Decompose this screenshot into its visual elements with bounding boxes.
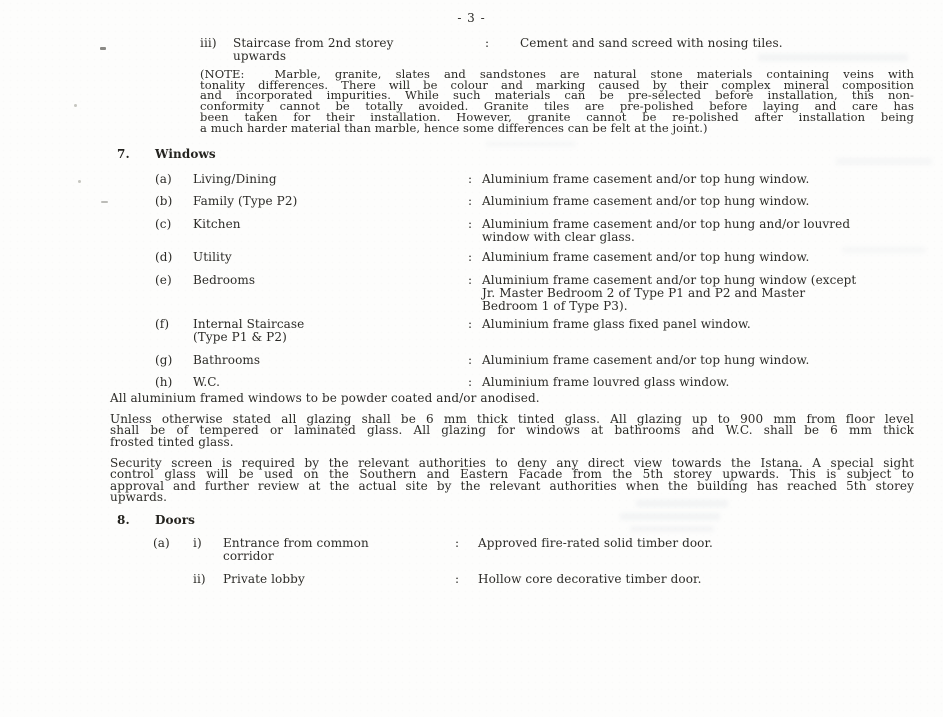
- section-title: Doors: [155, 513, 195, 527]
- row-value: Aluminium frame casement and/or top hung window (except Jr. Master Bedroom 2 of Type P1 and P2 and Master Bedroom 1 of Type P3).: [482, 273, 857, 313]
- row-value: Aluminium frame louvred glass window.: [482, 375, 730, 389]
- row-id: (a): [155, 172, 172, 186]
- note-line: been taken for their installation. However, granite cannot be re-polished after installation being: [200, 109, 914, 124]
- section-number: 7.: [117, 147, 130, 161]
- ink-speck: [100, 47, 106, 50]
- bleed-through-artifact: [620, 513, 720, 520]
- bleed-through-artifact: [836, 158, 932, 165]
- paragraph-security-screen: Security screen is required by the relevant authorities to deny any direct view towards the Istana. A special sight control glass will be used on the Southern and Eastern Facade from the 5th storey upwards. This is subject to approval and further review at the actual site by the relevant authorities when the building has reached 5th storey upwards.: [110, 456, 914, 505]
- spec-row-family: [155, 195, 923, 208]
- row-label: Living/Dining: [193, 172, 277, 186]
- row-colon: :: [455, 572, 460, 586]
- row-colon: :: [468, 217, 473, 231]
- section-title: Windows: [155, 147, 216, 161]
- spec-row-kitchen: [155, 218, 923, 244]
- bleed-through-artifact: [486, 141, 576, 147]
- row-colon: :: [468, 375, 473, 389]
- spec-row-staircase-finish: [200, 37, 920, 63]
- page-number: - 3 -: [457, 11, 486, 25]
- row-value: Aluminium frame casement and/or top hung window.: [482, 194, 810, 208]
- row-id: (c): [155, 217, 172, 231]
- section-heading-doors: [117, 514, 517, 527]
- ink-speck: [101, 201, 108, 203]
- row-colon: :: [468, 353, 473, 367]
- row-id: (b): [155, 194, 173, 208]
- windows-footnote: All aluminium framed windows to be powder coated and/or anodised.: [110, 391, 540, 405]
- row-colon: :: [468, 273, 473, 287]
- row-id: (f): [155, 317, 170, 331]
- row-label: Kitchen: [193, 217, 241, 231]
- row-value: Approved fire-rated solid timber door.: [478, 536, 713, 550]
- note-paragraph: [200, 69, 914, 133]
- spec-row-living-dining: [155, 173, 923, 186]
- note-line: and incorporated impurities. While such materials can be pre-selected before installation, this non-: [200, 88, 914, 103]
- note-line: conformity cannot be totally avoided. Granite tiles are pre-polished before laying and care has: [200, 99, 914, 114]
- row-colon: :: [485, 36, 490, 50]
- row-label: Staircase from 2nd storey upwards: [233, 36, 394, 63]
- spec-row-bedrooms: [155, 274, 923, 313]
- note-line: tonality differences. There will be colour and marking caused by their complex mineral composition: [200, 77, 914, 92]
- row-label: Utility: [193, 250, 232, 264]
- ink-speck: [78, 180, 81, 183]
- row-colon: :: [455, 536, 460, 550]
- row-label: Family (Type P2): [193, 194, 298, 208]
- row-colon: :: [468, 317, 473, 331]
- row-colon: :: [468, 172, 473, 186]
- row-colon: :: [468, 194, 473, 208]
- row-label: Bathrooms: [193, 353, 261, 367]
- row-value: Aluminium frame casement and/or top hung window.: [482, 172, 810, 186]
- row-id: (e): [155, 273, 172, 287]
- row-colon: :: [468, 250, 473, 264]
- row-id: (d): [155, 250, 173, 264]
- row-label: Bedrooms: [193, 273, 256, 287]
- row-id: [153, 573, 193, 586]
- row-value: Cement and sand screed with nosing tiles.: [520, 36, 783, 50]
- spec-row-private-lobby-door: [153, 573, 923, 586]
- row-id: iii): [200, 36, 217, 50]
- section-number: 8.: [117, 513, 130, 527]
- spec-row-wc: [155, 376, 923, 389]
- row-label: W.C.: [193, 375, 221, 389]
- row-label: Internal Staircase (Type P1 & P2): [193, 317, 305, 344]
- row-value: Aluminium frame casement and/or top hung window.: [482, 250, 810, 264]
- note-line: a much harder material than marble, hence some differences can be felt at the joint.): [200, 120, 708, 135]
- row-value: Aluminium frame casement and/or top hung and/or louvred window with clear glass.: [482, 217, 851, 244]
- row-id: (h): [155, 375, 173, 389]
- ink-speck: [74, 104, 77, 107]
- row-value: Hollow core decorative timber door.: [478, 572, 702, 586]
- row-id: (g): [155, 353, 173, 367]
- bleed-through-artifact: [630, 526, 714, 532]
- spec-row-bathrooms: [155, 354, 923, 367]
- spec-row-entrance-door: [153, 537, 923, 563]
- row-value: Aluminium frame glass fixed panel window.: [482, 317, 751, 331]
- spec-row-utility: [155, 251, 923, 264]
- section-heading-windows: [117, 148, 517, 161]
- paragraph-glazing: Unless otherwise stated all glazing shall be 6 mm thick tinted glass. All glazing up to 900 mm from floor level shall be of tempered or laminated glass. All glazing for windows at bathrooms and W.C. shall be 6 mm thick frosted tinted glass.: [110, 412, 914, 449]
- row-label: Entrance from common corridor: [223, 536, 369, 563]
- row-id: (a): [153, 536, 170, 550]
- row-value: Aluminium frame casement and/or top hung window.: [482, 353, 810, 367]
- row-label: Private lobby: [223, 572, 305, 586]
- note-line: (NOTE: Marble, granite, slates and sandstones are natural stone materials containing veins with: [200, 67, 914, 81]
- row-sub-id: ii): [193, 572, 206, 586]
- row-sub-id: i): [193, 536, 202, 550]
- note-prefix: (NOTE:: [200, 67, 245, 81]
- spec-row-internal-staircase: [155, 318, 923, 344]
